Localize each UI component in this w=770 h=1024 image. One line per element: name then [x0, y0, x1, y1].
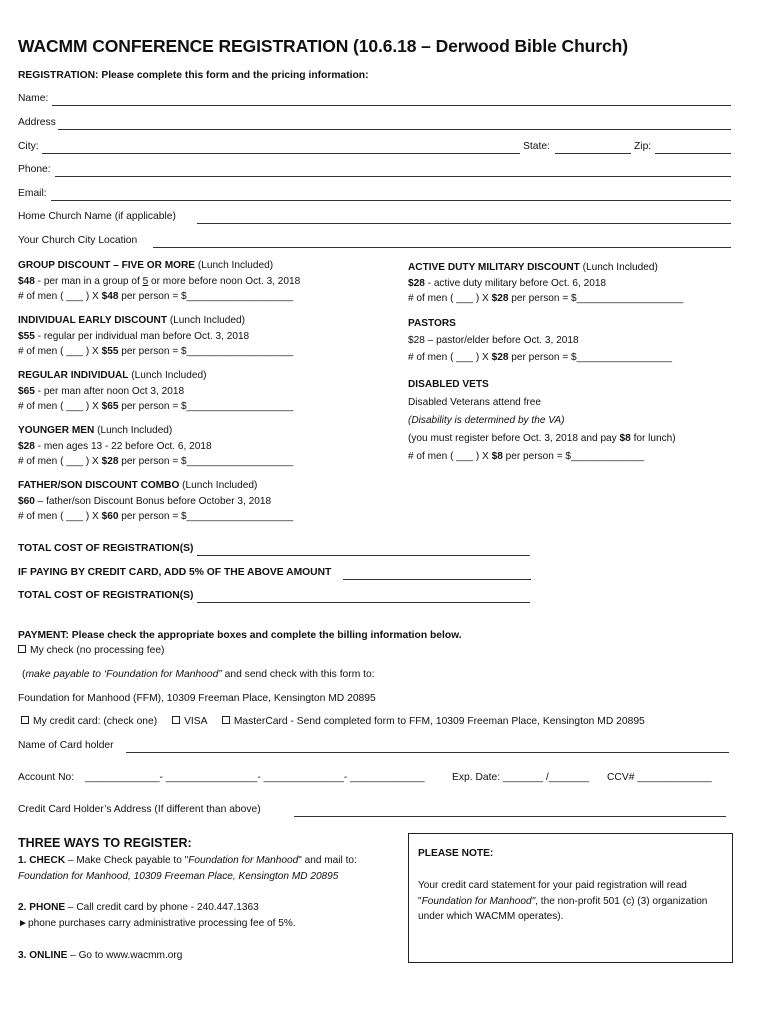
count-prefix: # of men ( ___ ) X — [18, 346, 102, 357]
count-prefix: # of men ( ___ ) X — [408, 293, 492, 304]
mastercard-label: MasterCard - Send completed form to FFM, 10309 Freeman Place, Kensington MD 20895 — [233, 716, 645, 727]
count-suffix: per person = $___________________ — [508, 293, 684, 304]
phone-label: Phone: — [18, 164, 51, 175]
lunch-text: (you must register before Oct. 3, 2018 and pay — [408, 433, 620, 444]
price: $28 — [408, 277, 425, 289]
email-label: Email: — [18, 188, 47, 199]
payable-instruction — [22, 669, 375, 680]
phone-label: 2. PHONE — [18, 902, 66, 913]
count-line[interactable] — [408, 448, 676, 466]
email-input[interactable] — [51, 200, 731, 201]
visa-label: VISA — [184, 716, 207, 727]
total-cost-label: TOTAL COST OF REGISTRATION(S) — [18, 543, 194, 554]
count-suffix: per person = $___________________ — [118, 291, 294, 302]
discount-title: FATHER/SON DISCOUNT COMBO — [18, 480, 180, 491]
count-line[interactable] — [18, 509, 293, 525]
count-line[interactable] — [18, 344, 293, 360]
description: Disabled Veterans attend free — [408, 397, 541, 408]
check-text-end: " and mail to: — [298, 855, 357, 866]
count-suffix: per person = $___________________ — [118, 511, 294, 522]
discount-title: GROUP DISCOUNT – FIVE OR MORE — [18, 260, 196, 271]
check-payee: Foundation for Manhood — [188, 855, 299, 866]
check-text: – Make Check payable to " — [65, 855, 189, 866]
address-input[interactable] — [58, 129, 731, 130]
description-underlined: 5 — [142, 275, 149, 287]
name-label: Name: — [18, 93, 49, 104]
discount-father-son — [18, 478, 293, 525]
card-holder-label: Name of Card holder — [18, 740, 114, 751]
discount-title: ACTIVE DUTY MILITARY DISCOUNT — [408, 262, 580, 273]
rate: $28 — [491, 293, 509, 304]
count-line[interactable] — [18, 454, 293, 470]
checkbox-icon[interactable] — [172, 716, 180, 724]
count-suffix: per person = $___________________ — [118, 346, 294, 357]
registration-instruction: REGISTRATION: Please complete this form and the pricing information: — [18, 70, 369, 81]
discount-title: REGULAR INDIVIDUAL — [18, 370, 129, 381]
credit-surcharge-input[interactable] — [343, 579, 531, 580]
discount-active-duty — [408, 260, 683, 307]
address-label: Address — [18, 117, 56, 128]
holder-address-label: Credit Card Holder’s Address (If different than above) — [18, 804, 261, 815]
payable-rest: and send check with this form to: — [221, 669, 375, 680]
way-check — [18, 853, 357, 884]
total-cost-final-input[interactable] — [197, 602, 530, 603]
count-suffix: per person = $___________________ — [118, 456, 294, 467]
rate: $65 — [101, 401, 119, 412]
total-cost-input[interactable] — [197, 555, 530, 556]
note-org: Foundation for Manhood" — [421, 895, 536, 907]
description: - per man in a group of — [34, 275, 143, 287]
city-input[interactable] — [42, 153, 520, 154]
credit-surcharge-label: IF PAYING BY CREDIT CARD, ADD 5% OF THE ABOVE AMOUNT — [18, 567, 332, 578]
zip-label: Zip: — [634, 141, 652, 152]
online-label: 3. ONLINE — [18, 950, 68, 961]
zip-input[interactable] — [655, 153, 731, 154]
please-note-box — [408, 833, 733, 963]
lunch-note: (Lunch Included) — [182, 480, 258, 491]
discount-title: DISABLED VETS — [408, 379, 489, 390]
check-address: Foundation for Manhood, 10309 Freeman Place, Kensington MD 20895 — [18, 870, 339, 882]
rate: $8 — [491, 451, 503, 462]
lunch-requirement — [408, 430, 676, 448]
discount-younger-men — [18, 423, 293, 470]
rate: $55 — [101, 346, 119, 357]
account-no-label: Account No: — [18, 772, 75, 783]
price: $28 — [18, 440, 35, 452]
count-line[interactable] — [18, 399, 293, 415]
my-card-label: My credit card: (check one) — [33, 716, 158, 727]
please-note-text — [418, 878, 718, 925]
state-label: State: — [523, 141, 550, 152]
description: - per man after noon Oct 3, 2018 — [34, 385, 185, 397]
discount-individual-early — [18, 313, 293, 360]
count-prefix: # of men ( ___ ) X — [408, 352, 492, 363]
rate: $48 — [101, 291, 119, 302]
card-holder-input[interactable] — [126, 752, 729, 753]
holder-address-input[interactable] — [294, 816, 726, 817]
three-ways-title: THREE WAYS TO REGISTER: — [18, 836, 192, 850]
online-text: – Go to www.wacmm.org — [67, 950, 183, 961]
description-rest: or more before noon Oct. 3, 2018 — [148, 275, 301, 287]
discount-group — [18, 258, 300, 305]
please-note-title: PLEASE NOTE: — [418, 848, 494, 859]
discount-title: INDIVIDUAL EARLY DISCOUNT — [18, 315, 167, 326]
lunch-text-end: for lunch) — [630, 433, 676, 444]
discount-pastors — [408, 315, 672, 366]
ccv-input[interactable]: CCV# _____________ — [607, 772, 712, 783]
description: - men ages 13 - 22 before Oct. 6, 2018 — [34, 440, 212, 452]
description: – father/son Discount Bonus before October 3, 2018 — [34, 495, 272, 507]
way-online — [18, 948, 182, 964]
visa-option[interactable] — [172, 716, 207, 727]
rate: $28 — [491, 352, 509, 363]
lunch-note: (Lunch Included) — [131, 370, 207, 381]
my-check-label: My check (no processing fee) — [30, 645, 165, 656]
credit-card-options — [21, 716, 645, 727]
discount-regular — [18, 368, 293, 415]
checkbox-icon[interactable] — [21, 716, 29, 724]
description: - active duty military before Oct. 6, 2018 — [424, 277, 607, 289]
name-input[interactable] — [52, 105, 731, 106]
checkbox-icon[interactable] — [222, 716, 230, 724]
count-suffix: per person = $___________________ — [118, 401, 294, 412]
paren: ( — [22, 669, 26, 680]
price: $48 — [18, 275, 35, 287]
phone-text: – Call credit card by phone - 240.447.1363 — [65, 902, 259, 913]
lunch-note: (Lunch Included) — [582, 262, 658, 273]
lunch-price: $8 — [619, 433, 631, 444]
count-prefix: # of men ( ___ ) X — [18, 401, 102, 412]
page-title: WACMM CONFERENCE REGISTRATION (10.6.18 – Derwood Bible Church) — [18, 36, 628, 56]
church-city-label: Your Church City Location — [18, 235, 138, 246]
state-input[interactable] — [555, 153, 631, 154]
city-label: City: — [18, 141, 39, 152]
payment-heading: PAYMENT: Please check the appropriate boxes and complete the billing information below. — [18, 630, 462, 641]
price: $55 — [18, 330, 35, 342]
total-cost-final-label: TOTAL COST OF REGISTRATION(S) — [18, 590, 194, 601]
checkbox-icon[interactable] — [18, 645, 26, 653]
church-city-input[interactable] — [153, 247, 731, 248]
rate: $28 — [101, 456, 119, 467]
account-no-input[interactable]: _____________- ________________- ______________- _____________ — [85, 772, 425, 783]
lunch-note: (Lunch Included) — [97, 425, 173, 436]
count-prefix: # of men ( ___ ) X — [18, 456, 102, 467]
mailing-address: Foundation for Manhood (FFM), 10309 Freeman Place, Kensington MD 20895 — [18, 693, 376, 704]
description: $28 – pastor/elder before Oct. 3, 2018 — [408, 335, 579, 346]
mastercard-option[interactable] — [222, 716, 645, 727]
rate: $60 — [101, 511, 119, 522]
description: - regular per individual man before Oct. 3, 2018 — [34, 330, 250, 342]
disability-note: (Disability is determined by the VA) — [408, 415, 565, 426]
lunch-note: (Lunch Included) — [197, 260, 274, 271]
discount-title: PASTORS — [408, 318, 456, 329]
lunch-note: (Lunch Included) — [169, 315, 246, 326]
discount-disabled-vets — [408, 376, 676, 466]
count-suffix: per person = $_________________ — [508, 352, 673, 363]
price: $60 — [18, 495, 35, 507]
home-church-input[interactable] — [197, 223, 731, 224]
note-text-end: , the non-profit 501 (c) (3) organization under which WACMM operates). — [418, 895, 708, 922]
count-prefix: # of men ( ___ ) X — [18, 291, 102, 302]
way-phone — [18, 900, 296, 931]
count-line[interactable] — [408, 291, 683, 307]
price: $65 — [18, 385, 35, 397]
exp-date-input[interactable]: Exp. Date: _______ /_______ — [452, 772, 589, 783]
phone-input[interactable] — [55, 176, 731, 177]
note-text: Your credit card statement for your paid registration will read " — [418, 880, 687, 907]
phone-fee-note: ►phone purchases carry administrative processing fee of 5%. — [18, 917, 296, 929]
count-line[interactable] — [408, 349, 672, 366]
count-prefix: # of men ( ___ ) X — [408, 451, 492, 462]
count-prefix: # of men ( ___ ) X — [18, 511, 102, 522]
discount-title: YOUNGER MEN — [18, 425, 95, 436]
my-card-option[interactable] — [21, 716, 157, 727]
count-line[interactable] — [18, 289, 300, 305]
count-suffix: per person = $_____________ — [502, 451, 644, 462]
check-label: 1. CHECK — [18, 855, 66, 866]
my-check-option[interactable] — [18, 645, 165, 656]
payable-to: make payable to ‘Foundation for Manhood” — [25, 669, 222, 680]
home-church-label: Home Church Name (if applicable) — [18, 211, 176, 222]
